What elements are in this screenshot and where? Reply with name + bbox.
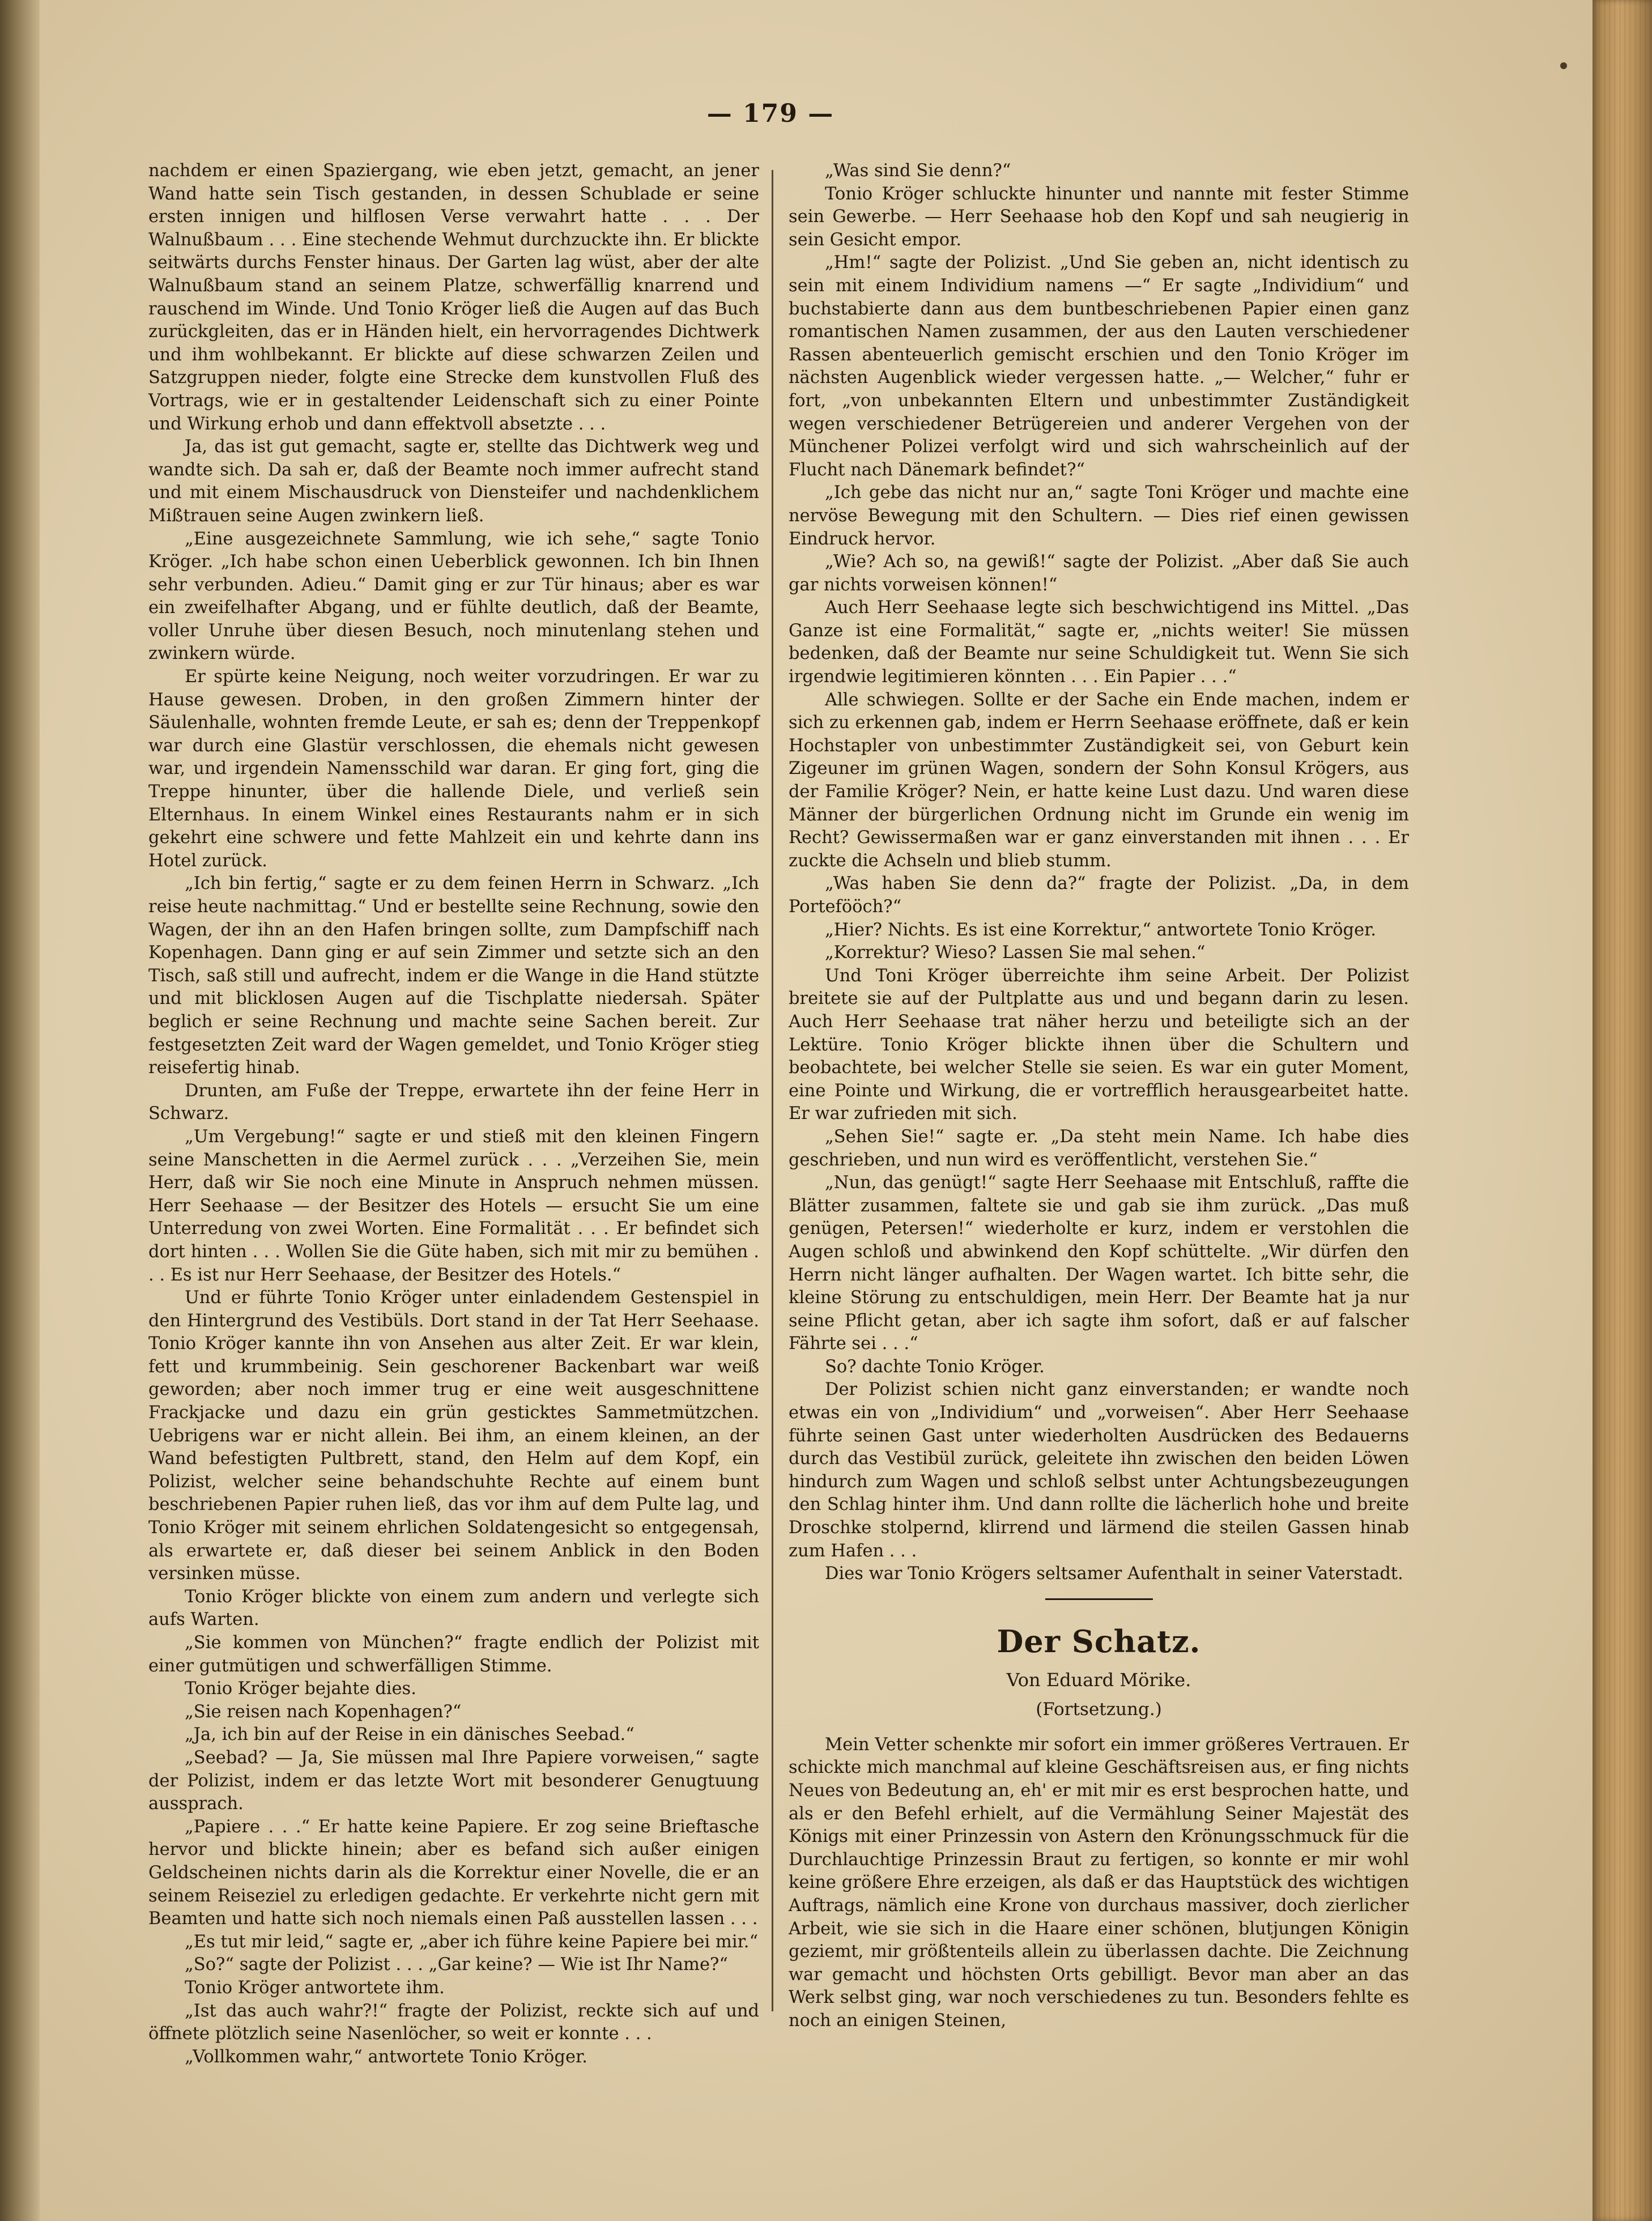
story-title: Der Schatz.	[997, 1623, 1201, 1660]
paragraph: Dies war Tonio Krögers seltsamer Aufenthalt in seiner Vaterstadt.	[825, 1564, 1403, 1584]
section-rule	[1045, 1598, 1153, 1600]
story-continuation: (Fortsetzung.)	[1036, 1699, 1162, 1720]
paragraph: Und Toni Kröger überreichte ihm seine Arbeit. Der Polizist breitete sie auf der Pultplatte aus und und begann darin zu lesen. Auch Herr Seehaase trat näher herzu und beteiligte sich an der Lektüre. Tonio Kröger blickte ihnen über die Schultern und beobachtete, bei welcher Stelle sie seien. Es war ein guter Moment, eine Pointe und Wirkung, die er vortrefflich herausgearbeitet hatte. Er war zufrieden mit sich.	[789, 965, 1409, 1124]
ink-spot	[1560, 62, 1567, 69]
paragraph: „Hm!“ sagte der Polizist. „Und Sie geben an, nicht identisch zu sein mit einem Individium namens —“ Er sagte „Individium“ und buchstabierte dann aus dem buntbeschriebenen Papier einen ganz romantischen Namen zusammen, der aus den Lauten verschiedener Rassen abenteuerlich gemischt erschien und den Tonio Kröger im nächsten Augenblick wieder vergessen hatte. „— Welcher,“ fuhr er fort, „von unbekannten Eltern und unbestimmter Zuständigkeit wegen verschiedener Betrügereien und anderer Vergehen von der Münchener Polizei verfolgt wird und sich wahrscheinlich auf der Flucht nach Dänemark befindet?“	[789, 253, 1409, 480]
paragraph: So? dachte Tonio Kröger.	[825, 1356, 1045, 1377]
paragraph: „Wie? Ach so, na gewiß!“ sagte der Polizist. „Aber daß Sie auch gar nichts vorweisen können!“	[789, 552, 1409, 595]
paragraph: Tonio Kröger antwortete ihm.	[185, 1977, 445, 1998]
paragraph: „So?“ sagte der Polizist . . . „Gar keine? — Wie ist Ihr Name?“	[185, 1955, 728, 1975]
paragraph: Der Polizist schien nicht ganz einverstanden; er wandte noch etwas ein von „Individium“ und „vorweisen“. Aber Herr Seehaase führte seinen Gast unter wiederholten Ausdrücken des Bedauerns durch das Vestibül zurück, geleitete ihn zwischen den beiden Löwen hindurch zum Wagen und schloß selbst unter Achtungsbezeugungen den Schlag hinter ihm. Und dann rollte die lächerlich hohe und breite Droschke stolpernd, klirrend und lärmend die steilen Gassen hinab zum Hafen . . .	[789, 1380, 1409, 1561]
paragraph: „Um Vergebung!“ sagte er und stieß mit den kleinen Fingern seine Manschetten in die Aermel zurück . . . „Verzeihen Sie, mein Herr, daß wir Sie noch eine Minute in Anspruch nehmen müssen. Herr Seehaase — der Besitzer des Hotels — ersucht Sie um eine Unterredung von zwei Worten. Eine Formalität . . . Er befindet sich dort hinten . . . Wollen Sie die Güte haben, sich mit mir zu bemühen . . . Es ist nur Herr Seehaase, der Besitzer des Hotels.“	[148, 1126, 759, 1285]
paragraph: „Was sind Sie denn?“	[825, 161, 1011, 181]
paragraph: „Ich bin fertig,“ sagte er zu dem feinen Herrn in Schwarz. „Ich reise heute nachmittag.“ Und er bestellte seine Rechnung, sowie den Wagen, der ihn an den Hafen bringen sollte, zum Dampfschiff nach Kopenhagen. Dann ging er auf sein Zimmer und setzte sich an den Tisch, saß still und aufrecht, indem er die Wange in die Hand stützte und mit blicklosen Augen auf die Tischplatte niedersah. Später beglich er seine Rechnung und machte seine Sachen bereit. Zur festgesetzten Zeit ward der Wagen gemeldet, und Tonio Kröger stieg reisefertig hinab.	[148, 874, 759, 1078]
column-divider	[772, 170, 773, 2011]
paragraph: „Nun, das genügt!“ sagte Herr Seehaase mit Entschluß, raffte die Blätter zusammen, faltete sie und gab sie ihm zurück. „Das muß genügen, Petersen!“ wiederholte er kurz, indem er verstohlen die Augen schloß und abwinkend den Kopf schüttelte. „Wir dürfen den Herrn nicht länger aufhalten. Der Wagen wartet. Ich bitte sehr, die kleine Störung zu entschuldigen, mein Herr. Der Beamte hat ja nur seine Pflicht getan, aber ich sagte ihm sofort, daß er auf falscher Fährte sei . . .“	[789, 1173, 1409, 1354]
paragraph: Tonio Kröger schluckte hinunter und nannte mit fester Stimme sein Gewerbe. — Herr Seehaase hob den Kopf und sah neugierig in sein Gesicht empor.	[789, 184, 1409, 250]
paragraph: „Sie reisen nach Kopenhagen?“	[185, 1701, 462, 1722]
paragraph: „Es tut mir leid,“ sagte er, „aber ich führe keine Papiere bei mir.“	[185, 1931, 759, 1952]
page-stack-lines	[1595, 0, 1652, 2221]
paragraph: „Hier? Nichts. Es ist eine Korrektur,“ antwortete Tonio Kröger.	[825, 920, 1377, 940]
right-column	[789, 160, 1409, 2033]
paragraph: „Was haben Sie denn da?“ fragte der Polizist. „Da, in dem Portefööch?“	[789, 874, 1409, 917]
paragraph: Ja, das ist gut gemacht, sagte er, stellte das Dichtwerk weg und wandte sich. Da sah er, daß der Beamte noch immer aufrecht stand und mit einem Mischausdruck von Diensteifer und nachdenklichem Mißtrauen seine Augen zwinkern ließ.	[148, 437, 759, 526]
paragraph: „Sehen Sie!“ sagte er. „Da steht mein Name. Ich habe dies geschrieben, und nun wird es veröffentlicht, verstehen Sie.“	[789, 1126, 1409, 1170]
paragraph: „Ja, ich bin auf der Reise in ein dänisches Seebad.“	[185, 1725, 635, 1745]
story-author: Von Eduard Mörike.	[1006, 1669, 1191, 1691]
paragraph: Und er führte Tonio Kröger unter einladendem Gestenspiel in den Hintergrund des Vestibüls. Dort stand in der Tat Herr Seehaase. Tonio Kröger kannte ihn von Ansehen aus alter Zeit. Er war klein, fett und krummbeinig. Sein geschorener Backenbart war weiß geworden; aber noch immer trug er eine weit ausgeschnittene Frackjacke und dazu ein grün gesticktes Sammetmützchen. Uebrigens war er nicht allein. Bei ihm, an einem kleinen, an der Wand befestigten Pultbrett, stand, den Helm auf dem Kopf, ein Polizist, welcher seine behandschuhte Rechte auf einem bunt beschriebenen Papier ruhen ließ, das vor ihm auf dem Pulte lag, und Tonio Kröger mit seinem ehrlichen Soldatengesicht so entgegensah, als erwartete er, daß dieser bei seinem Anblick in den Boden versinken müsse.	[148, 1288, 759, 1584]
paragraph: „Ist das auch wahr?!“ fragte der Polizist, reckte sich auf und öffnete plötzlich seine Nasenlöcher, so weit er konnte . . .	[148, 2001, 759, 2044]
paragraph: nachdem er einen Spaziergang, wie eben jetzt, gemacht, an jener Wand hatte sein Tisch gestanden, in dessen Schublade er seine ersten innigen und hilflosen Verse verwahrt hatte . . . Der Walnußbaum . . . Eine stechende Wehmut durchzuckte ihn. Er blickte seitwärts durchs Fenster hinaus. Der Garten lag wüst, aber der alte Walnußbaum stand an seinem Platze, schwerfällig knarrend und rauschend im Winde. Und Tonio Kröger ließ die Augen auf das Buch zurückgleiten, das er in Händen hielt, ein hervorragendes Dichtwerk und ihm wohlbekannt. Er blickte auf diese schwarzen Zeilen und Satzgruppen nieder, folgte eine Strecke dem kunstvollen Fluß des Vortrags, wie er in gestaltender Leidenschaft sich zu einer Pointe und Wirkung erhob und dann effektvoll absetzte . . .	[148, 161, 759, 434]
paragraph: Alle schwiegen. Sollte er der Sache ein Ende machen, indem er sich zu erkennen gab, indem er Herrn Seehaase eröffnete, daß er kein Hochstapler von unbestimmter Zuständigkeit sei, von Geburt kein Zigeuner im grünen Wagen, sondern der Sohn Konsul Krögers, aus der Familie Kröger? Nein, er hatte keine Lust dazu. Und waren diese Männer der bürgerlichen Ordnung nicht im Grunde ein wenig im Recht? Gewissermaßen war er ganz einverstanden mit ihnen . . . Er zuckte die Achseln und blieb stumm.	[789, 690, 1409, 871]
paragraph: „Sie kommen von München?“ fragte endlich der Polizist mit einer gutmütigen und schwerfälligen Stimme.	[148, 1633, 759, 1676]
paragraph: Er spürte keine Neigung, noch weiter vorzudringen. Er war zu Hause gewesen. Droben, in den großen Zimmern hinter der Säulenhalle, wohnten fremde Leute, er sah es; denn der Treppenkopf war durch eine Glastür verschlossen, die ehemals nicht gewesen war, und irgendein Namensschild war daran. Er ging fort, ging die Treppe hinunter, über die hallende Diele, und verließ sein Elternhaus. In einem Winkel eines Restaurants nahm er in sich gekehrt eine schwere und fette Mahlzeit ein und kehrte dann ins Hotel zurück.	[148, 667, 759, 871]
paragraph: Auch Herr Seehaase legte sich beschwichtigend ins Mittel. „Das Ganze ist eine Formalität,“ sagte er, „nichts weiter! Sie müssen bedenken, daß der Beamte nur seine Schuldigkeit tut. Wenn Sie sich irgendwie legitimieren könnten . . . Ein Papier . . .“	[789, 598, 1409, 687]
paragraph: „Papiere . . .“ Er hatte keine Papiere. Er zog seine Brieftasche hervor und blickte hinein; aber es befand sich außer einigen Geldscheinen nichts darin als die Korrektur einer Novelle, die er an seinem Reiseziel zu erledigen gedachte. Er verkehrte nicht gern mit Beamten und hatte sich noch niemals einen Paß ausstellen lassen . . .	[148, 1816, 759, 1929]
paragraph: „Vollkommen wahr,“ antwortete Tonio Kröger.	[185, 2046, 587, 2067]
left-binding-edge	[0, 0, 40, 2221]
paragraph: Tonio Kröger blickte von einem zum andern und verlegte sich aufs Warten.	[148, 1586, 759, 1630]
paragraph: „Seebad? — Ja, Sie müssen mal Ihre Papiere vorweisen,“ sagte der Polizist, indem er das letzte Wort mit besonderer Genugtuung aussprach.	[148, 1747, 759, 1814]
paragraph: Mein Vetter schenkte mir sofort ein immer größeres Vertrauen. Er schickte mich manchmal auf kleine Geschäftsreisen aus, er fing nichts Neues von Bedeutung an, eh' er mit mir es erst besprochen hatte, und als er den Befehl erhielt, auf die Vermählung Seiner Majestät des Königs mit einer Prinzessin von Astern den Krönungsschmuck für die Durchlauchtige Prinzessin Braut zu fertigen, so konnte er mir wohl keine größere Ehre erzeigen, als daß er das Hauptstück des wichtigen Auftrags, nämlich eine Krone von durchaus massiver, doch zierlicher Arbeit, wie sie sich in die Haare einer schönen, blutjungen Königin geziemt, mir größtenteils allein zu überlassen dachte. Die Zeichnung war gemacht und höchsten Orts gebilligt. Bevor man aber an das Werk selbst ging, war noch verschiedenes zu tun. Besonders fehlte es noch an einigen Steinen,	[789, 1734, 1409, 2031]
page-number: — 179 —	[706, 99, 834, 128]
paragraph: „Korrektur? Wieso? Lassen Sie mal sehen.“	[825, 943, 1206, 963]
paragraph: „Ich gebe das nicht nur an,“ sagte Toni Kröger und machte eine nervöse Bewegung mit den Schultern. — Dies rief einen gewissen Eindruck hervor.	[789, 483, 1409, 549]
paragraph: „Eine ausgezeichnete Sammlung, wie ich sehe,“ sagte Tonio Kröger. „Ich habe schon einen Ueberblick gewonnen. Ich bin Ihnen sehr verbunden. Adieu.“ Damit ging er zur Tür hinaus; aber es war ein zweifelhafter Abgang, und er fühlte deutlich, daß der Beamte, voller Unruhe über diesen Besuch, noch minutenlang stehen und zwinkern würde.	[148, 529, 759, 664]
left-column	[148, 160, 759, 2069]
paragraph: Tonio Kröger bejahte dies.	[185, 1679, 416, 1699]
paragraph: Drunten, am Fuße der Treppe, erwartete ihn der feine Herr in Schwarz.	[148, 1080, 759, 1124]
